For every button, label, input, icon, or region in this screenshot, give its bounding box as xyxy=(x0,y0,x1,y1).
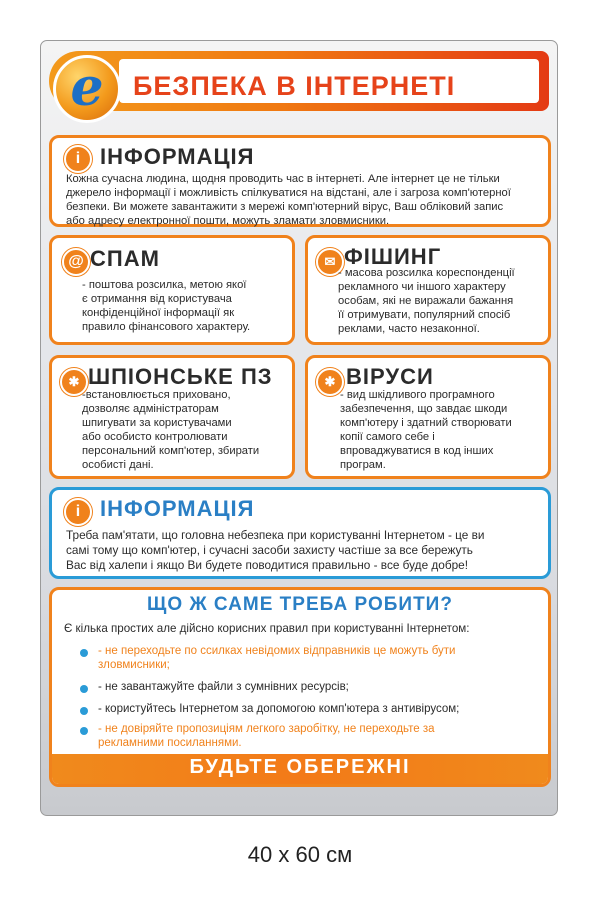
text-line: безпеки. Ви можете завантажити з мережі комп'ютерний вірус, Ваш обліковий запис xyxy=(66,201,504,213)
footer-text: БУДЬТЕ ОБЕРЕЖНІ xyxy=(189,756,411,778)
viruses-text xyxy=(340,388,552,472)
rule-item xyxy=(98,680,349,694)
ie-logo-icon: e xyxy=(53,55,121,123)
text-line: - не завантажуйте файли з сумнівних ресурсів; xyxy=(98,681,349,693)
text-line: - поштова розсилка, метою якої xyxy=(82,279,247,291)
text-line: рекламного чи іншого характеру xyxy=(338,281,506,293)
page-title: БЕЗПЕКА В ІНТЕРНЕТІ xyxy=(133,71,456,101)
text-line: персональний комп'ютер, збирати xyxy=(82,445,260,457)
text-line: - масова розсилка кореспонденції xyxy=(338,267,515,279)
text-line: її отримувати, популярний спосіб xyxy=(338,309,511,321)
text-line: Кожна сучасна людина, щодня проводить час в інтернеті. Але інтернет це не тільки xyxy=(66,173,500,185)
rule-item xyxy=(98,722,435,750)
text-line: джерело інформації і можливість спілкуватися на відстані, але і загроза комп'ютерної xyxy=(66,187,511,199)
info-icon: i xyxy=(64,498,92,526)
info-box-1-text xyxy=(66,172,551,228)
text-line: особам, які не виражали бажання xyxy=(338,295,514,307)
viruses-box xyxy=(305,355,551,479)
spyware-title: ШПІОНСЬКЕ ПЗ xyxy=(88,364,273,389)
info-box-2-text xyxy=(66,528,551,573)
text-line: реклами, часто незаконної. xyxy=(338,323,480,335)
text-line: -встановлюється приховано, xyxy=(82,389,231,401)
text-line: зловмисники; xyxy=(98,659,170,671)
text-line: шпигувати за користувачами xyxy=(82,417,232,429)
text-line: копії самого себе і xyxy=(340,431,435,443)
text-line: конфіденційної інформації як xyxy=(82,307,235,319)
text-line: Вас від халепи і якщо Ви будете поводитися правильно - все буде добре! xyxy=(66,558,469,572)
phishing-title: ФІШИНГ xyxy=(344,244,442,269)
todo-title: ЩО Ж САМЕ ТРЕБА РОБИТИ? xyxy=(147,594,453,615)
phishing-text xyxy=(338,266,552,336)
todo-box xyxy=(49,587,551,787)
text-line: - вид шкідливого програмного xyxy=(340,389,495,401)
todo-intro: Є кілька простих але дійсно корисних правил при користуванні Інтернетом: xyxy=(64,622,470,635)
text-line: дозволяє адміністраторам xyxy=(82,403,219,415)
text-line: програм. xyxy=(340,459,386,471)
text-line: - не переходьте по ссилках невідомих відправників це можуть бути xyxy=(98,645,456,657)
info-icon: i xyxy=(64,145,92,173)
text-line: впроваджуватися в код інших xyxy=(340,445,494,457)
text-line: - не довіряйте пропозиціям легкого заробітку, не переходьте за xyxy=(98,723,435,735)
spyware-box xyxy=(49,355,295,479)
text-line: самі тому що комп'ютер, і сучасні засоби захисту частіше за все бережуть xyxy=(66,543,473,557)
bullet-dot xyxy=(80,649,88,657)
text-line: правило фінансового характеру. xyxy=(82,321,251,333)
info-box-2-title: ІНФОРМАЦІЯ xyxy=(100,496,255,521)
rule-item xyxy=(98,702,459,716)
size-label: 40 х 60 см xyxy=(247,842,353,867)
spyware-text xyxy=(82,388,296,472)
viruses-title: ВІРУСИ xyxy=(346,364,434,389)
bullet-dot xyxy=(80,707,88,715)
text-line: є отримання від користувача xyxy=(82,293,232,305)
text-line: забезпечення, що завдає шкоди xyxy=(340,403,508,415)
text-line: - користуйтесь Інтернетом за допомогою комп'ютера з антивірусом; xyxy=(98,703,460,715)
rule-item xyxy=(98,644,455,672)
text-line: або особисто контролювати xyxy=(82,431,228,443)
bullet-dot xyxy=(80,685,88,693)
text-line: рекламними посиланнями. xyxy=(98,737,242,749)
text-line: або адресу електронної пошти, можуть зламати зловмисники. xyxy=(66,215,390,227)
envelope-icon: ✉ xyxy=(316,248,344,276)
bug-icon: ✱ xyxy=(60,368,88,396)
bullet-dot xyxy=(80,727,88,735)
info-box-2 xyxy=(49,487,551,579)
text-line: комп'ютеру і здатний створювати xyxy=(340,417,512,429)
footer-bar xyxy=(52,754,548,786)
virus-bug-icon: ✱ xyxy=(316,368,344,396)
spam-text xyxy=(82,278,294,334)
spam-title: СПАМ xyxy=(90,246,160,271)
at-icon: @ xyxy=(62,248,90,276)
poster xyxy=(40,40,558,816)
spam-box xyxy=(49,235,295,345)
info-box-1 xyxy=(49,135,551,227)
info-box-1-title: ІНФОРМАЦІЯ xyxy=(100,144,255,169)
phishing-box xyxy=(305,235,551,345)
text-line: Треба пам'ятати, що головна небезпека при користуванні Інтернетом - це ви xyxy=(66,528,485,542)
text-line: особисті дані. xyxy=(82,459,154,471)
